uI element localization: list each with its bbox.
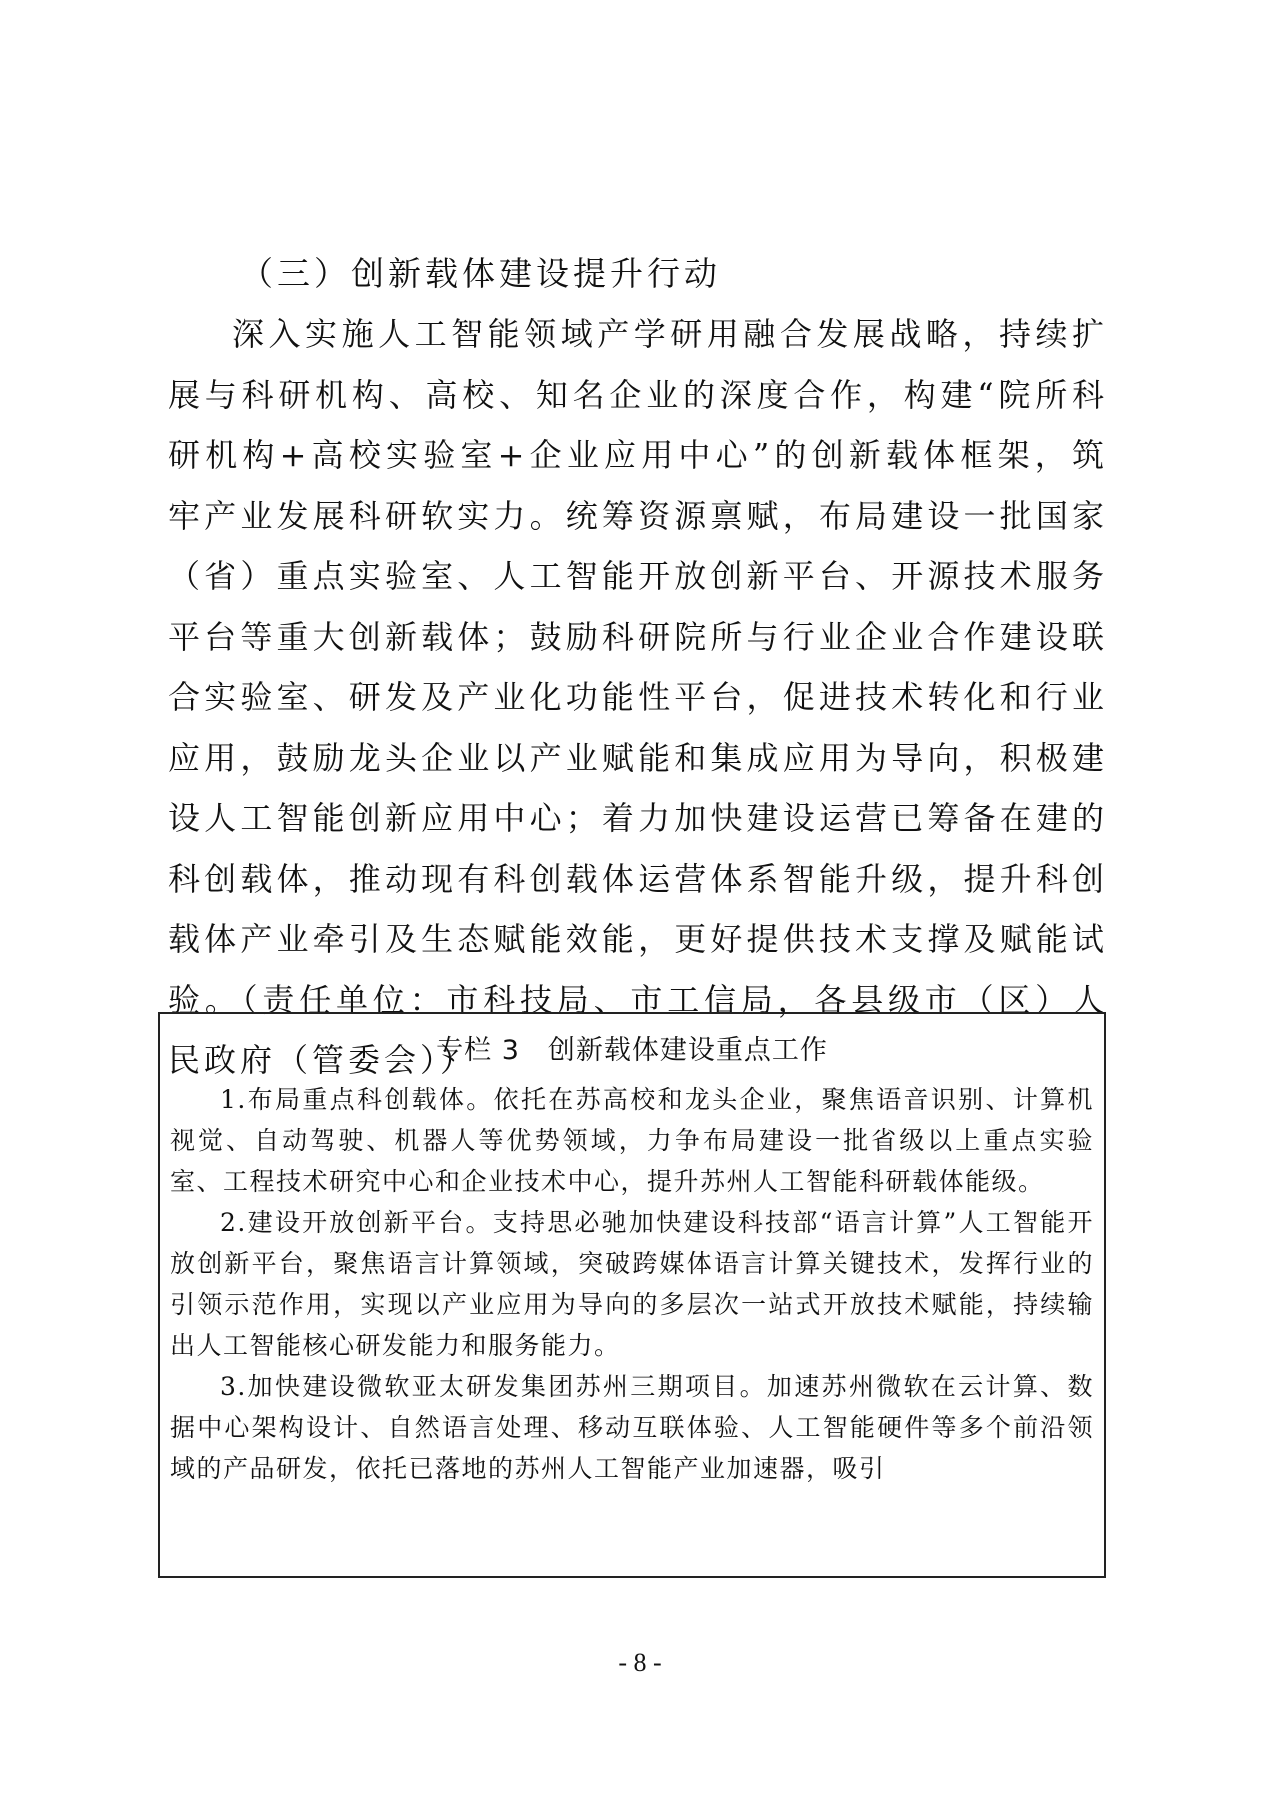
page-number: - 8 - xyxy=(618,1648,662,1677)
column-box xyxy=(158,1012,1106,1578)
section-body-paragraph xyxy=(168,304,1108,1091)
column-item-1: 1.布局重点科创载体。依托在苏高校和龙头企业，聚焦语音识别、计算机视觉、自动驾驶、机器人等优势领域，力争布局建设一批省级以上重点实验室、工程技术研究中心和企业技术中心，提升苏州人工智能科研载体能级。 xyxy=(170,1085,1094,1196)
column-box-title: 专栏 3 创新载体建设重点工作 xyxy=(436,1035,828,1066)
column-item-2: 2.建设开放创新平台。支持思必驰加快建设科技部“语言计算”人工智能开放创新平台，聚焦语言计算领域，突破跨媒体语言计算关键技术，发挥行业的引领示范作用，实现以产业应用为导向的多层次一站式开放技术赋能，持续输出人工智能核心研发能力和服务能力。 xyxy=(170,1208,1094,1360)
body-text: 深入实施人工智能领域产学研用融合发展战略，持续扩展与科研机构、高校、知名企业的深度合作，构建“院所科研机构+高校实验室+企业应用中心”的创新载体框架，筑牢产业发展科研软实力。统筹资源禀赋，布局建设一批国家（省）重点实验室、人工智能开放创新平台、开源技术服务平台等重大创新载体；鼓励科研院所与行业企业合作建设联合实验室、研发及产业化功能性平台，促进技术转化和行业应用，鼓励龙头企业以产业赋能和集成应用为导向，积极建设人工智能创新应用中心；着力加快建设运营已筹备在建的科创载体，推动现有科创载体运营体系智能升级，提升科创载体产业牵引及生态赋能效能，更好提供技术支撑及赋能试验。 xyxy=(168,315,1108,1019)
column-item-3: 3.加快建设微软亚太研发集团苏州三期项目。加速苏州微软在云计算、数据中心架构设计、自然语言处理、移动互联体验、人工智能硬件等多个前沿领域的产品研发，依托已落地的苏州人工智能产业加速器，吸引 xyxy=(170,1372,1094,1483)
section-heading: （三）创新载体建设提升行动 xyxy=(240,254,721,293)
responsibility-note: （责任单位：市科技局、市工信局，各县级市（区）人民政府（管委会）） xyxy=(168,980,1108,1079)
